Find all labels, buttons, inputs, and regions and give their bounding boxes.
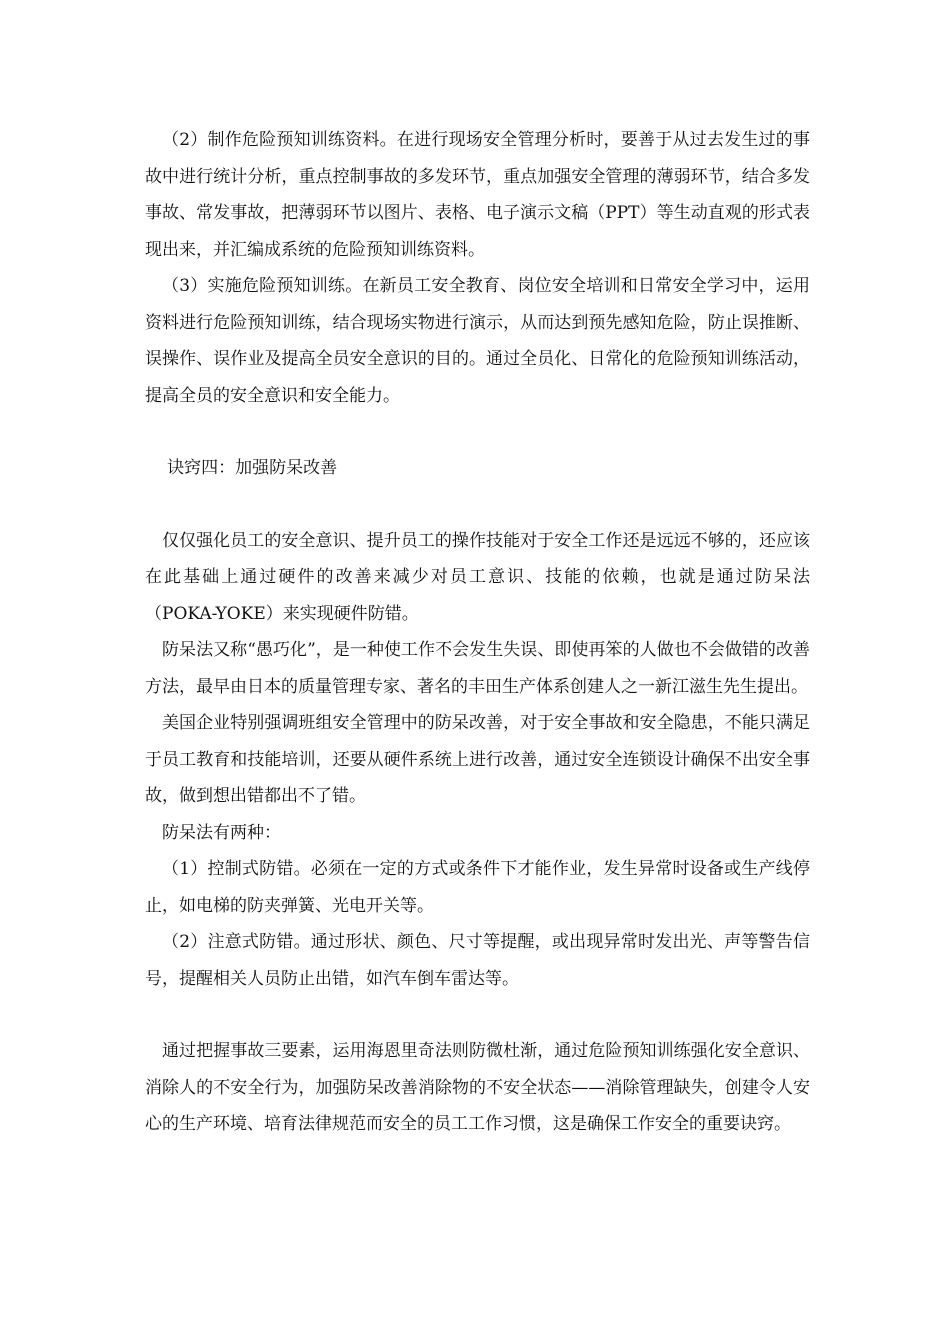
paragraph-warning-type: （2）注意式防错。通过形状、颜色、尺寸等提醒，或出现异常时发出光、声等警告信号，提醒相关人员防止出错，如汽车倒车雷达等。 — [145, 932, 810, 989]
paragraph-pokayoke-definition: 防呆法又称“愚巧化”，是一种使工作不会发生失误、即使再笨的人做也不会做错的改善方法，最早由日本的质量管理专家、著名的丰田生产体系创建人之一新江滋生先生提出。 — [145, 640, 810, 697]
paragraph-implement-training: （3）实施危险预知训练。在新员工安全教育、岗位安全培训和日常安全学习中，运用资料进行危险预知训练，结合现场实物进行演示，从而达到预先感知危险，防止误推断、误操作、误作业及提高全员安全意识的目的。通过全员化、日常化的危险预知训练活动，提高全员的安全意识和安全能力。 — [145, 276, 810, 406]
document-body — [145, 122, 810, 1143]
spacer — [145, 997, 810, 1033]
spacer — [145, 487, 810, 523]
paragraph-us-enterprises: 美国企业特别强调班组安全管理中的防呆改善，对于安全事故和安全隐患，不能只满足于员工教育和技能培训，还要从硬件系统上进行改善，通过安全连锁设计确保不出安全事故，做到想出错都出不了错。 — [145, 713, 810, 806]
paragraph-conclusion: 通过把握事故三要素，运用海恩里奇法则防微杜渐，通过危险预知训练强化安全意识、消除人的不安全行为，加强防呆改善消除物的不安全状态——消除管理缺失，创建令人安心的生产环境、培育法律规范而安全的员工工作习惯，这是确保工作安全的重要诀窍。 — [145, 1041, 810, 1134]
paragraph-two-types: 防呆法有两种： — [162, 822, 281, 843]
spacer — [145, 414, 810, 450]
paragraph-training-materials: （2）制作危险预知训练资料。在进行现场安全管理分析时，要善于从过去发生过的事故中进行统计分析，重点控制事故的多发环节，重点加强安全管理的薄弱环节，结合多发事故、常发事故，把薄弱环节以图片、表格、电子演示文稿（PPT）等生动直观的形式表现出来，并汇编成系统的危险预知训练资料。 — [145, 130, 810, 260]
paragraph-hardware-improvement: 仅仅强化员工的安全意识、提升员工的操作技能对于安全工作还是远远不够的，还应该在此基础上通过硬件的改善来减少对员工意识、技能的依赖，也就是通过防呆法（POKA-YOKE）来实现硬件防错。 — [145, 530, 810, 624]
paragraph-control-type: （1）控制式防错。必须在一定的方式或条件下才能作业，发生异常时设备或生产线停止，如电梯的防夹弹簧、光电开关等。 — [145, 859, 810, 916]
section-heading: 诀窍四：加强防呆改善 — [167, 458, 338, 478]
